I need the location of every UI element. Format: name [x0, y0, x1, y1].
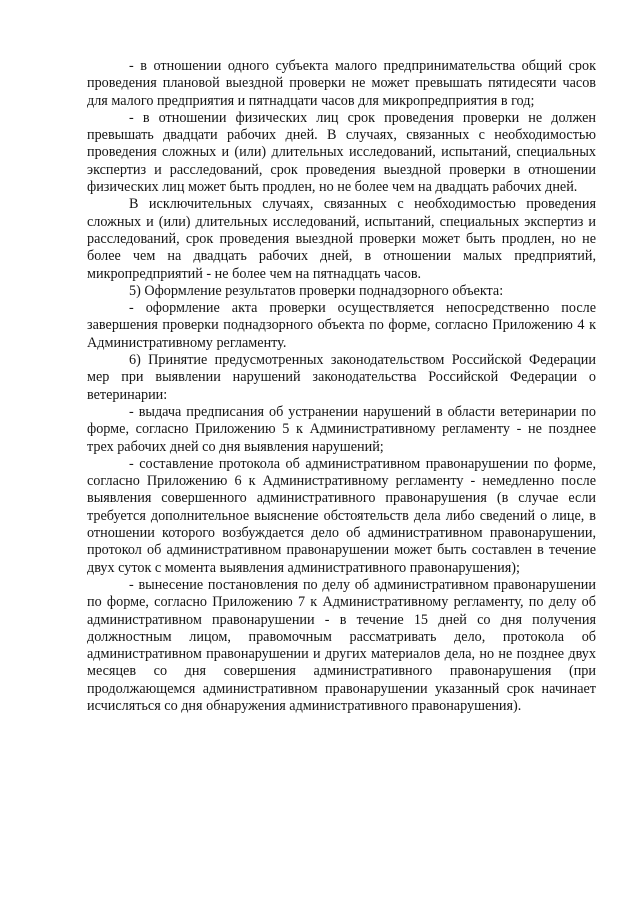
document-page [87, 58, 596, 715]
paragraph-order-issuance: - выдача предписания об устранении нарушений в области ветеринарии по форме, согласно Приложению 5 к Административному регламенту - не позднее трех рабочих дней со дня выявления нарушений; [87, 403, 596, 455]
paragraph-resolution-issuance: - вынесение постановления по делу об административном правонарушении по форме, согласно Приложению 7 к Административному регламенту, по делу об административном правонарушении - в течение 15 дней со дня получения должностным лицом, правомочным рассматривать дело, протокола об административном правонарушении и других материалов дела, но не позднее двух месяцев со дня совершения административного правонарушения (при продолжающемся административном правонарушении указанный срок начинает исчисляться со дня обнаружения административного правонарушения). [87, 576, 596, 714]
paragraph-individuals-term: - в отношении физических лиц срок проведения проверки не должен превышать двадцати рабочих дней. В случаях, связанных с необходимостью проведения сложных и (или) длительных исследований, испытаний, специальных экспертиз и расследований, срок проведения выездной проверки в отношении физических лиц может быть продлен, но не более чем на двадцать рабочих дней. [87, 109, 596, 196]
paragraph-inspection-act: - оформление акта проверки осуществляется непосредственно после завершения проверки поднадзорного объекта по форме, согласно Приложению 4 к Административному регламенту. [87, 300, 596, 351]
paragraph-protocol-drafting: - составление протокола об административном правонарушении по форме, согласно Приложению 6 к Административному регламенту - немедленно после выявления совершенного административного правонарушения (в случае если требуется дополнительное выяснение обстоятельств дела либо сведений о лице, в отношении которого возбуждается дело об административном правонарушении, протокол об административном правонарушении может быть составлен в течение двух суток с момента выявления административного правонарушения); [87, 455, 596, 576]
paragraph-item-6-heading: 6) Принятие предусмотренных законодательством Российской Федерации мер при выявлении нарушений законодательства Российской Федерации о ветеринарии: [87, 352, 596, 403]
paragraph-item-5-heading: 5) Оформление результатов проверки поднадзорного объекта: [129, 282, 504, 299]
paragraph-exceptional-cases: В исключительных случаях, связанных с необходимостью проведения сложных и (или) длительных исследований, испытаний, специальных экспертиз и расследований, срок проведения выездной проверки может быть продлен, но не более чем на двадцать рабочих дней, в отношении малых предприятий, микропредприятий - не более чем на пятнадцать часов. [87, 196, 596, 282]
paragraph-small-business-term: - в отношении одного субъекта малого предпринимательства общий срок проведения плановой выездной проверки не может превышать пятидесяти часов для малого предприятия и пятнадцати часов для микропредприятия в год; [87, 58, 596, 109]
